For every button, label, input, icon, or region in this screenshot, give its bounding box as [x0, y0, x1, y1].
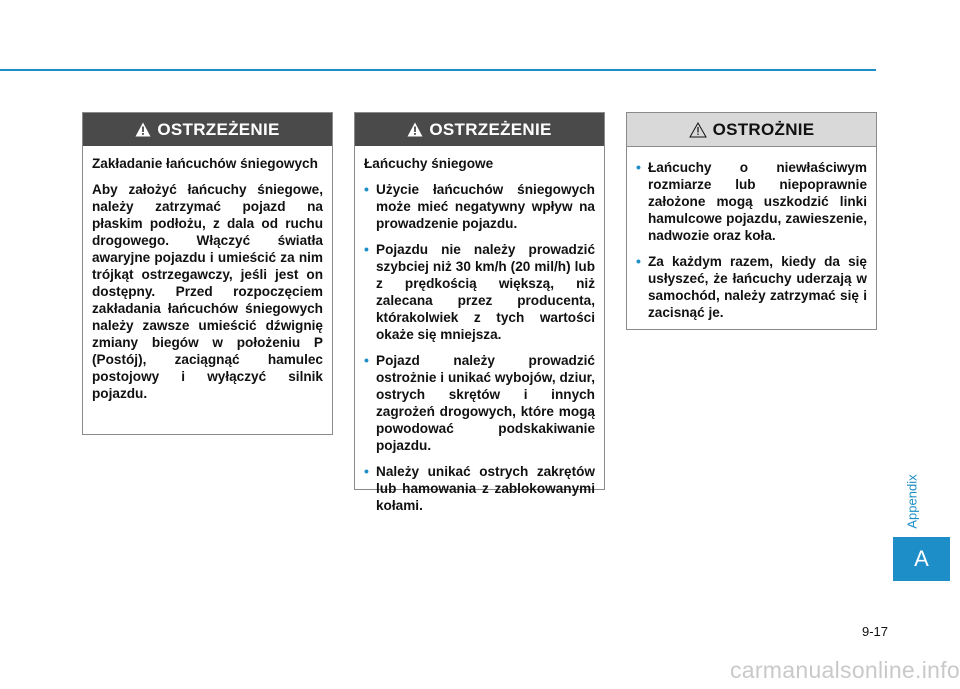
caution-header — [627, 113, 876, 147]
bullet-icon: • — [364, 181, 369, 197]
warning-body — [355, 146, 604, 526]
warning-box-snow-chains-installation — [82, 112, 333, 435]
warning-heading: Zakładanie łańcuchów śniegowych — [92, 156, 318, 171]
warning-box-snow-chains — [354, 112, 605, 513]
list-item: • Łańcuchy o niewłaściwym rozmiarze lub niepoprawnie założone mogą uszkodzić linki hamulcowe pojazdu, zawieszenie, nadwozie oraz koła. — [636, 159, 867, 243]
bullet-icon: • — [636, 253, 641, 269]
bullet-icon: • — [364, 241, 369, 257]
caution-body — [627, 147, 876, 333]
warning-header — [355, 113, 604, 146]
warning-header — [83, 113, 332, 146]
warning-triangle-icon — [407, 122, 423, 137]
list-item: • Użycie łańcuchów śniegowych może mieć negatywny wpływ na prowadzenie pojazdu. — [364, 181, 595, 231]
top-rule — [0, 69, 876, 71]
section-label: Appendix — [904, 473, 920, 529]
list-item: • Pojazd należy prowadzić ostrożnie i unikać wybojów, dziur, ostrych skrętów i innych zagrożeń drogowych, które mogą powodować podskakiwanie pojazdu. — [364, 352, 595, 453]
watermark: carmanualsonline.info — [729, 657, 960, 683]
page-number: 9-17 — [861, 624, 888, 639]
bullet-icon: • — [636, 159, 641, 175]
warning-heading: Łańcuchy śniegowe — [364, 156, 494, 171]
list-item: • Należy unikać ostrych zakrętów lub hamowania z zablokowanymi kołami. — [364, 463, 595, 513]
warning-paragraph: Aby założyć łańcuchy śniegowe, należy zatrzymać pojazd na płaskim podłożu, z dala od ruchu drogowego. Włączyć światła awaryjne pojazdu i umieścić za nim trójkąt ostrzegawczy, jeśli jest on dostępny. Przed rozpoczęciem zakładania łańcuchów śniegowych należy zawsze umieścić dźwignię zmiany biegów w położeniu P (Postój), zaciągnąć hamulec postojowy i wyłączyć silnik pojazdu. — [92, 182, 323, 401]
caution-list — [636, 159, 867, 321]
section-tab: A — [893, 537, 950, 581]
caution-title: OSTROŻNIE — [712, 119, 815, 139]
bullet-icon: • — [364, 352, 369, 368]
list-item: • Za każdym razem, kiedy da się usłyszeć, że łańcuchy uderzają w samochód, należy zatrzymać się i zacisnąć je. — [636, 253, 867, 320]
warning-list — [364, 181, 595, 514]
caution-box-chains — [626, 112, 877, 330]
warning-triangle-icon — [135, 122, 151, 137]
warning-title: OSTRZEŻENIE — [429, 119, 552, 139]
warning-title: OSTRZEŻENIE — [157, 119, 280, 139]
warning-body — [83, 146, 332, 420]
bullet-icon: • — [364, 463, 369, 479]
list-item: • Pojazdu nie należy prowadzić szybciej niż 30 km/h (20 mil/h) lub z prędkością większą, niż zalecana przez producenta, którakolwiek z tych wartości okaże się mniejsza. — [364, 241, 595, 342]
caution-triangle-icon — [689, 122, 707, 138]
